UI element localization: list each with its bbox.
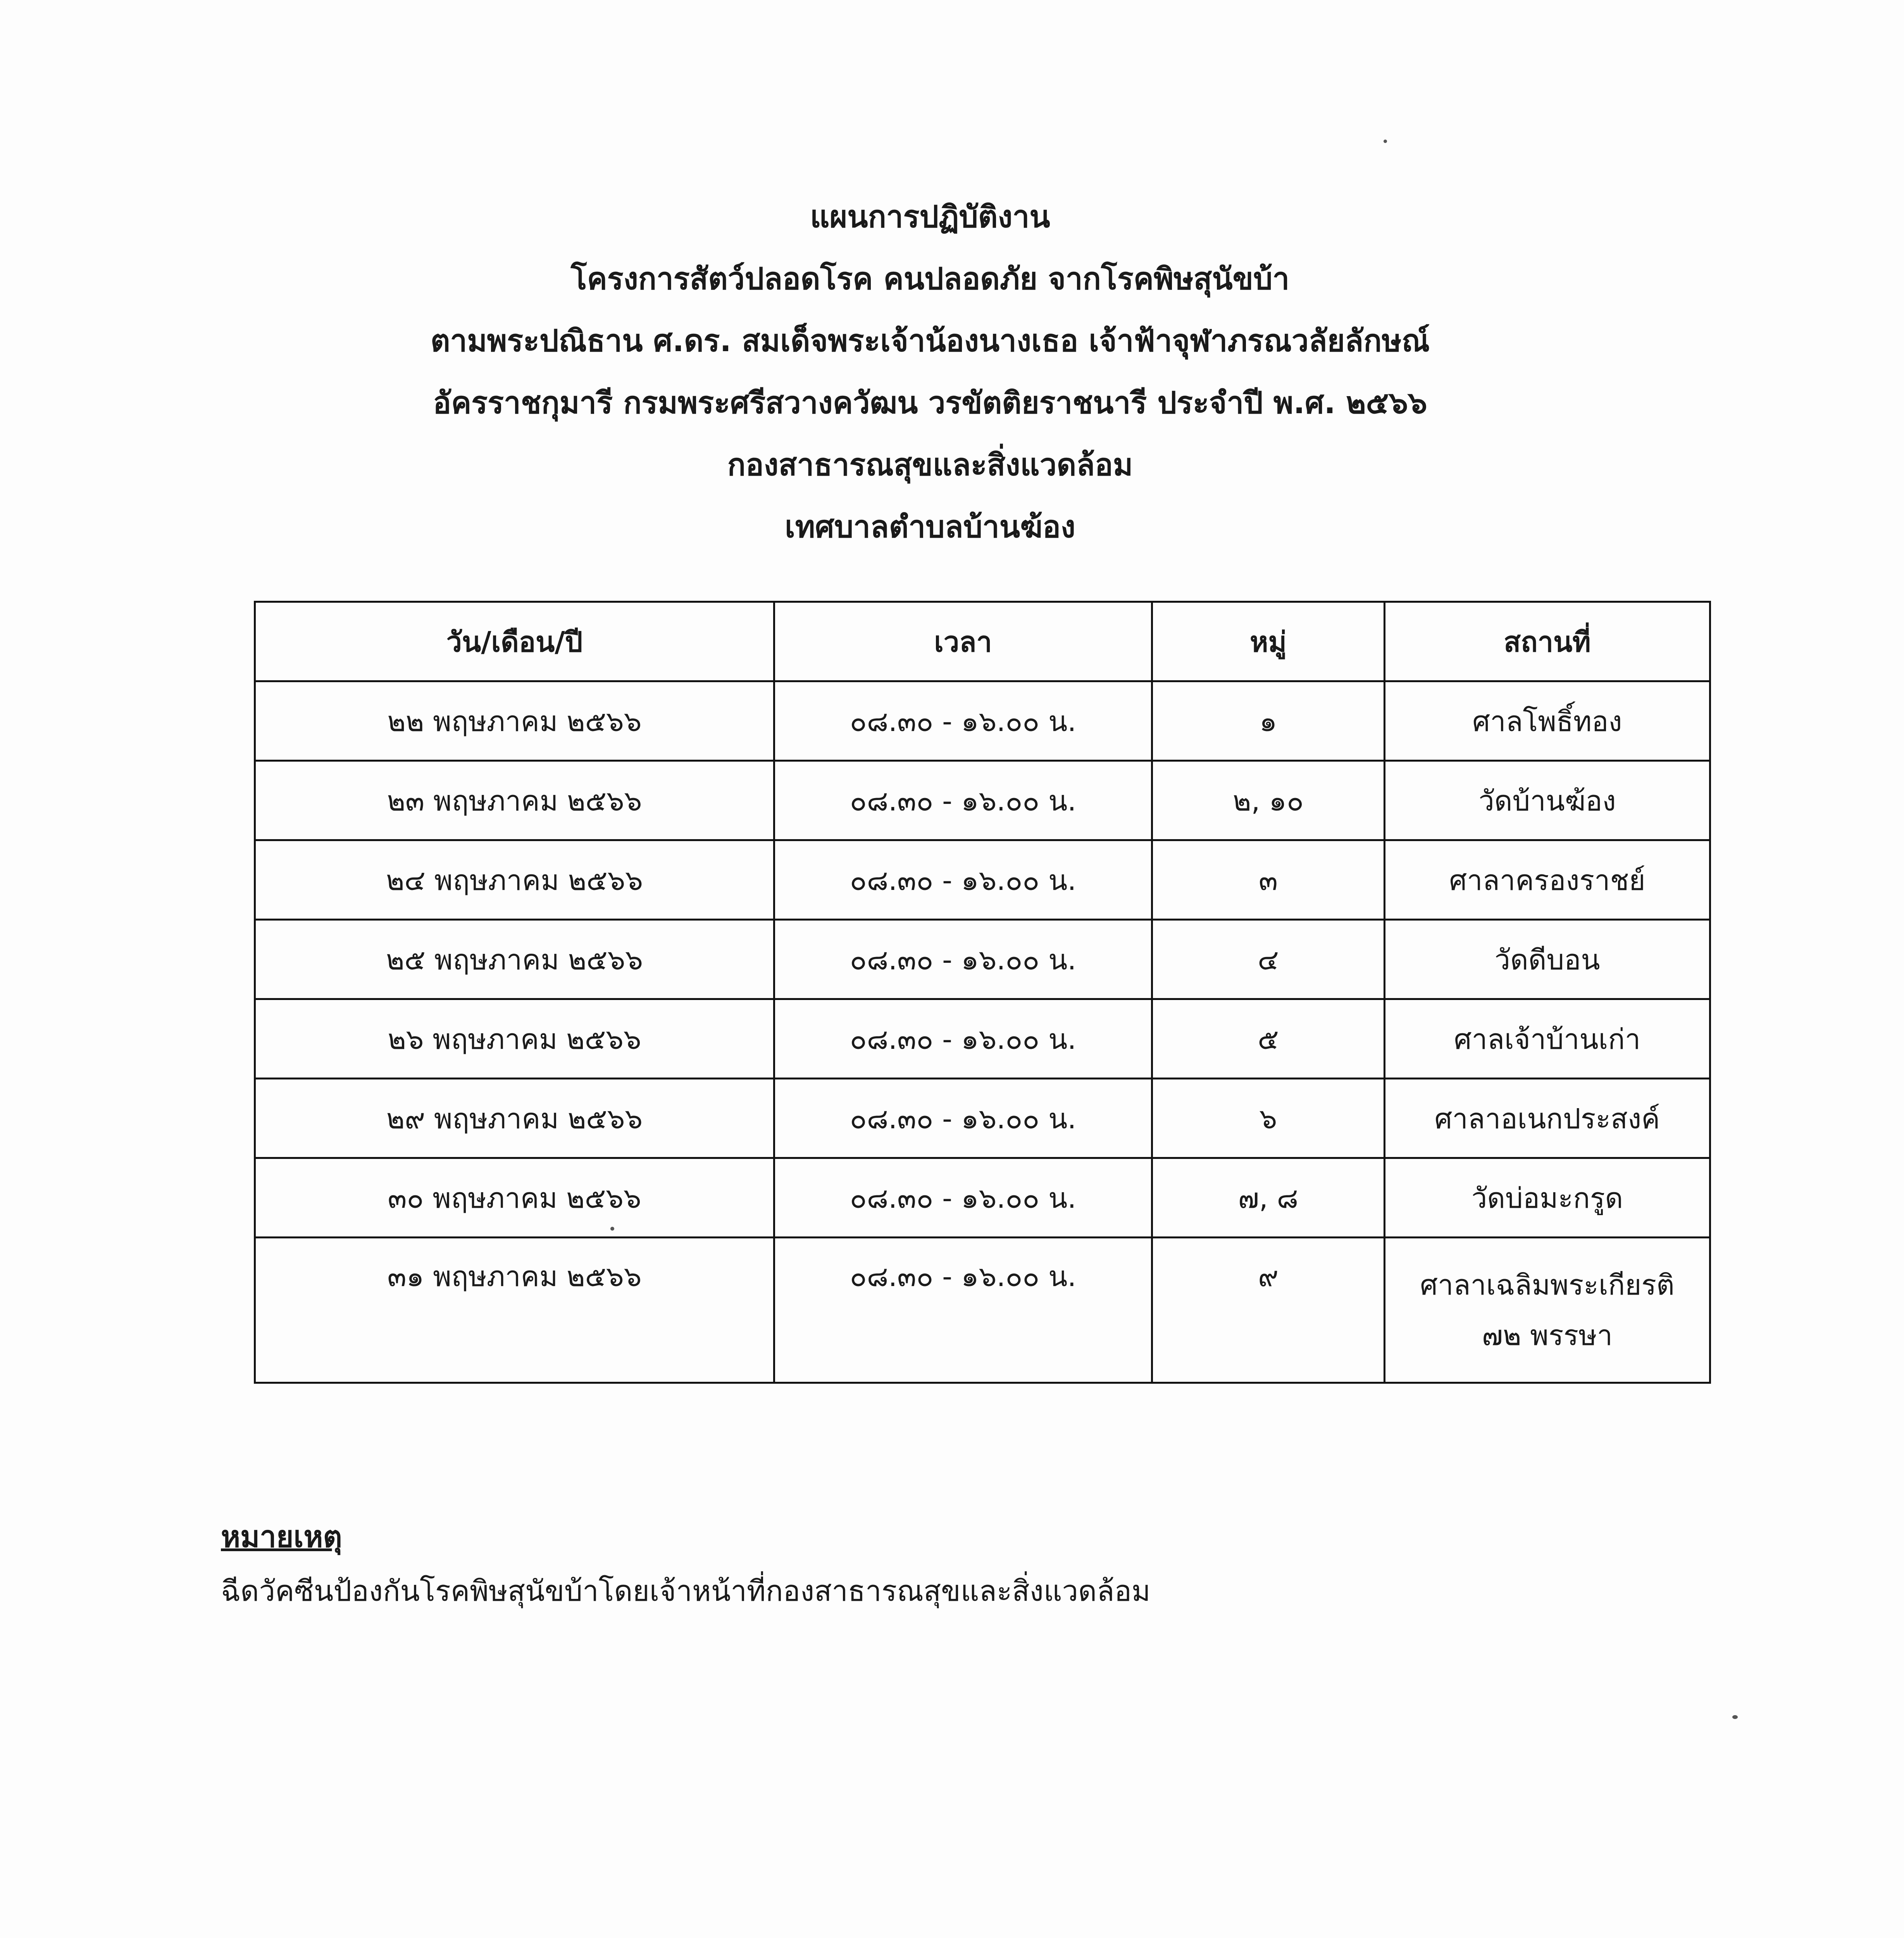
date-cell: ๒๖ พฤษภาคม ๒๕๖๖: [255, 999, 774, 1079]
table-row: [255, 681, 1710, 761]
table-row: [255, 999, 1710, 1079]
time-cell: ๐๘.๓๐ - ๑๖.๐๐ น.: [774, 761, 1152, 840]
column-header-time: เวลา: [774, 602, 1152, 681]
remark-title: หมายเหตุ: [221, 1519, 342, 1554]
village-cell: ๙: [1152, 1238, 1385, 1383]
table-row: [255, 761, 1710, 840]
time-cell: ๐๘.๓๐ - ๑๖.๐๐ น.: [774, 1158, 1152, 1238]
scan-speck: [1732, 1715, 1738, 1719]
village-cell: ๔: [1152, 920, 1385, 999]
scan-speck: [610, 1227, 614, 1231]
document-header: [155, 186, 1705, 558]
time-cell: ๐๘.๓๐ - ๑๖.๐๐ น.: [774, 1079, 1152, 1158]
remark-text: ฉีดวัคซีนป้องกันโรคพิษสุนัขบ้าโดยเจ้าหน้าที่กองสาธารณสุขและสิ่งแวดล้อม: [221, 1574, 1151, 1608]
scan-speck: [1384, 140, 1387, 143]
table-header-row: [255, 602, 1710, 681]
place-cell: วัดบ่อมะกรูด: [1385, 1158, 1710, 1238]
time-cell: ๐๘.๓๐ - ๑๖.๐๐ น.: [774, 1238, 1152, 1383]
header-division: กองสาธารณสุขและสิ่งแวดล้อม: [727, 448, 1133, 483]
table-row: [255, 1238, 1710, 1383]
place-cell: ศาลาอเนกประสงค์: [1385, 1079, 1710, 1158]
place-line-2: ๗๒ พรรษา: [1482, 1319, 1613, 1352]
village-cell: ๓: [1152, 840, 1385, 920]
table-row: [255, 1079, 1710, 1158]
time-cell: ๐๘.๓๐ - ๑๖.๐๐ น.: [774, 920, 1152, 999]
header-royal-initiative: ตามพระปณิธาน ศ.ดร. สมเด็จพระเจ้าน้องนางเธอ เจ้าฟ้าจุฬาภรณวลัยลักษณ์: [430, 324, 1430, 359]
column-header-date: วัน/เดือน/ปี: [255, 602, 774, 681]
table-row: [255, 840, 1710, 920]
schedule-table: [254, 601, 1711, 1384]
place-line-1: ศาลาเฉลิมพระเกียรติ: [1420, 1269, 1675, 1301]
date-cell: ๒๙ พฤษภาคม ๒๕๖๖: [255, 1079, 774, 1158]
village-cell: ๒, ๑๐: [1152, 761, 1385, 840]
date-cell: ๓๐ พฤษภาคม ๒๕๖๖: [255, 1158, 774, 1238]
place-cell: ศาลาครองราชย์: [1385, 840, 1710, 920]
time-cell: ๐๘.๓๐ - ๑๖.๐๐ น.: [774, 840, 1152, 920]
date-cell: ๒๒ พฤษภาคม ๒๕๖๖: [255, 681, 774, 761]
header-project-name: โครงการสัตว์ปลอดโรค คนปลอดภัย จากโรคพิษสุนัขบ้า: [570, 262, 1290, 297]
place-cell: วัดบ้านฆ้อง: [1385, 761, 1710, 840]
place-cell: ศาลโพธิ์ทอง: [1385, 681, 1710, 761]
date-cell: ๓๑ พฤษภาคม ๒๕๖๖: [255, 1238, 774, 1383]
date-cell: ๒๔ พฤษภาคม ๒๕๖๖: [255, 840, 774, 920]
date-cell: ๒๕ พฤษภาคม ๒๕๖๖: [255, 920, 774, 999]
table-row: [255, 920, 1710, 999]
time-cell: ๐๘.๓๐ - ๑๖.๐๐ น.: [774, 999, 1152, 1079]
place-cell: วัดดีบอน: [1385, 920, 1710, 999]
village-cell: ๗, ๘: [1152, 1158, 1385, 1238]
header-title: แผนการปฏิบัติงาน: [810, 200, 1050, 234]
village-cell: ๕: [1152, 999, 1385, 1079]
header-royal-title-year: อัครราชกุมารี กรมพระศรีสวางควัฒน วรขัตติยราชนารี ประจำปี พ.ศ. ๒๕๖๖: [433, 386, 1427, 421]
column-header-village: หมู่: [1152, 602, 1385, 681]
village-cell: ๑: [1152, 681, 1385, 761]
header-municipality: เทศบาลตำบลบ้านฆ้อง: [785, 510, 1075, 545]
time-cell: ๐๘.๓๐ - ๑๖.๐๐ น.: [774, 681, 1152, 761]
place-cell: [1385, 1238, 1710, 1383]
table-row: [255, 1158, 1710, 1238]
place-cell: ศาลเจ้าบ้านเก่า: [1385, 999, 1710, 1079]
village-cell: ๖: [1152, 1079, 1385, 1158]
remark-section: [221, 1512, 1694, 1620]
column-header-place: สถานที่: [1385, 602, 1710, 681]
date-cell: ๒๓ พฤษภาคม ๒๕๖๖: [255, 761, 774, 840]
